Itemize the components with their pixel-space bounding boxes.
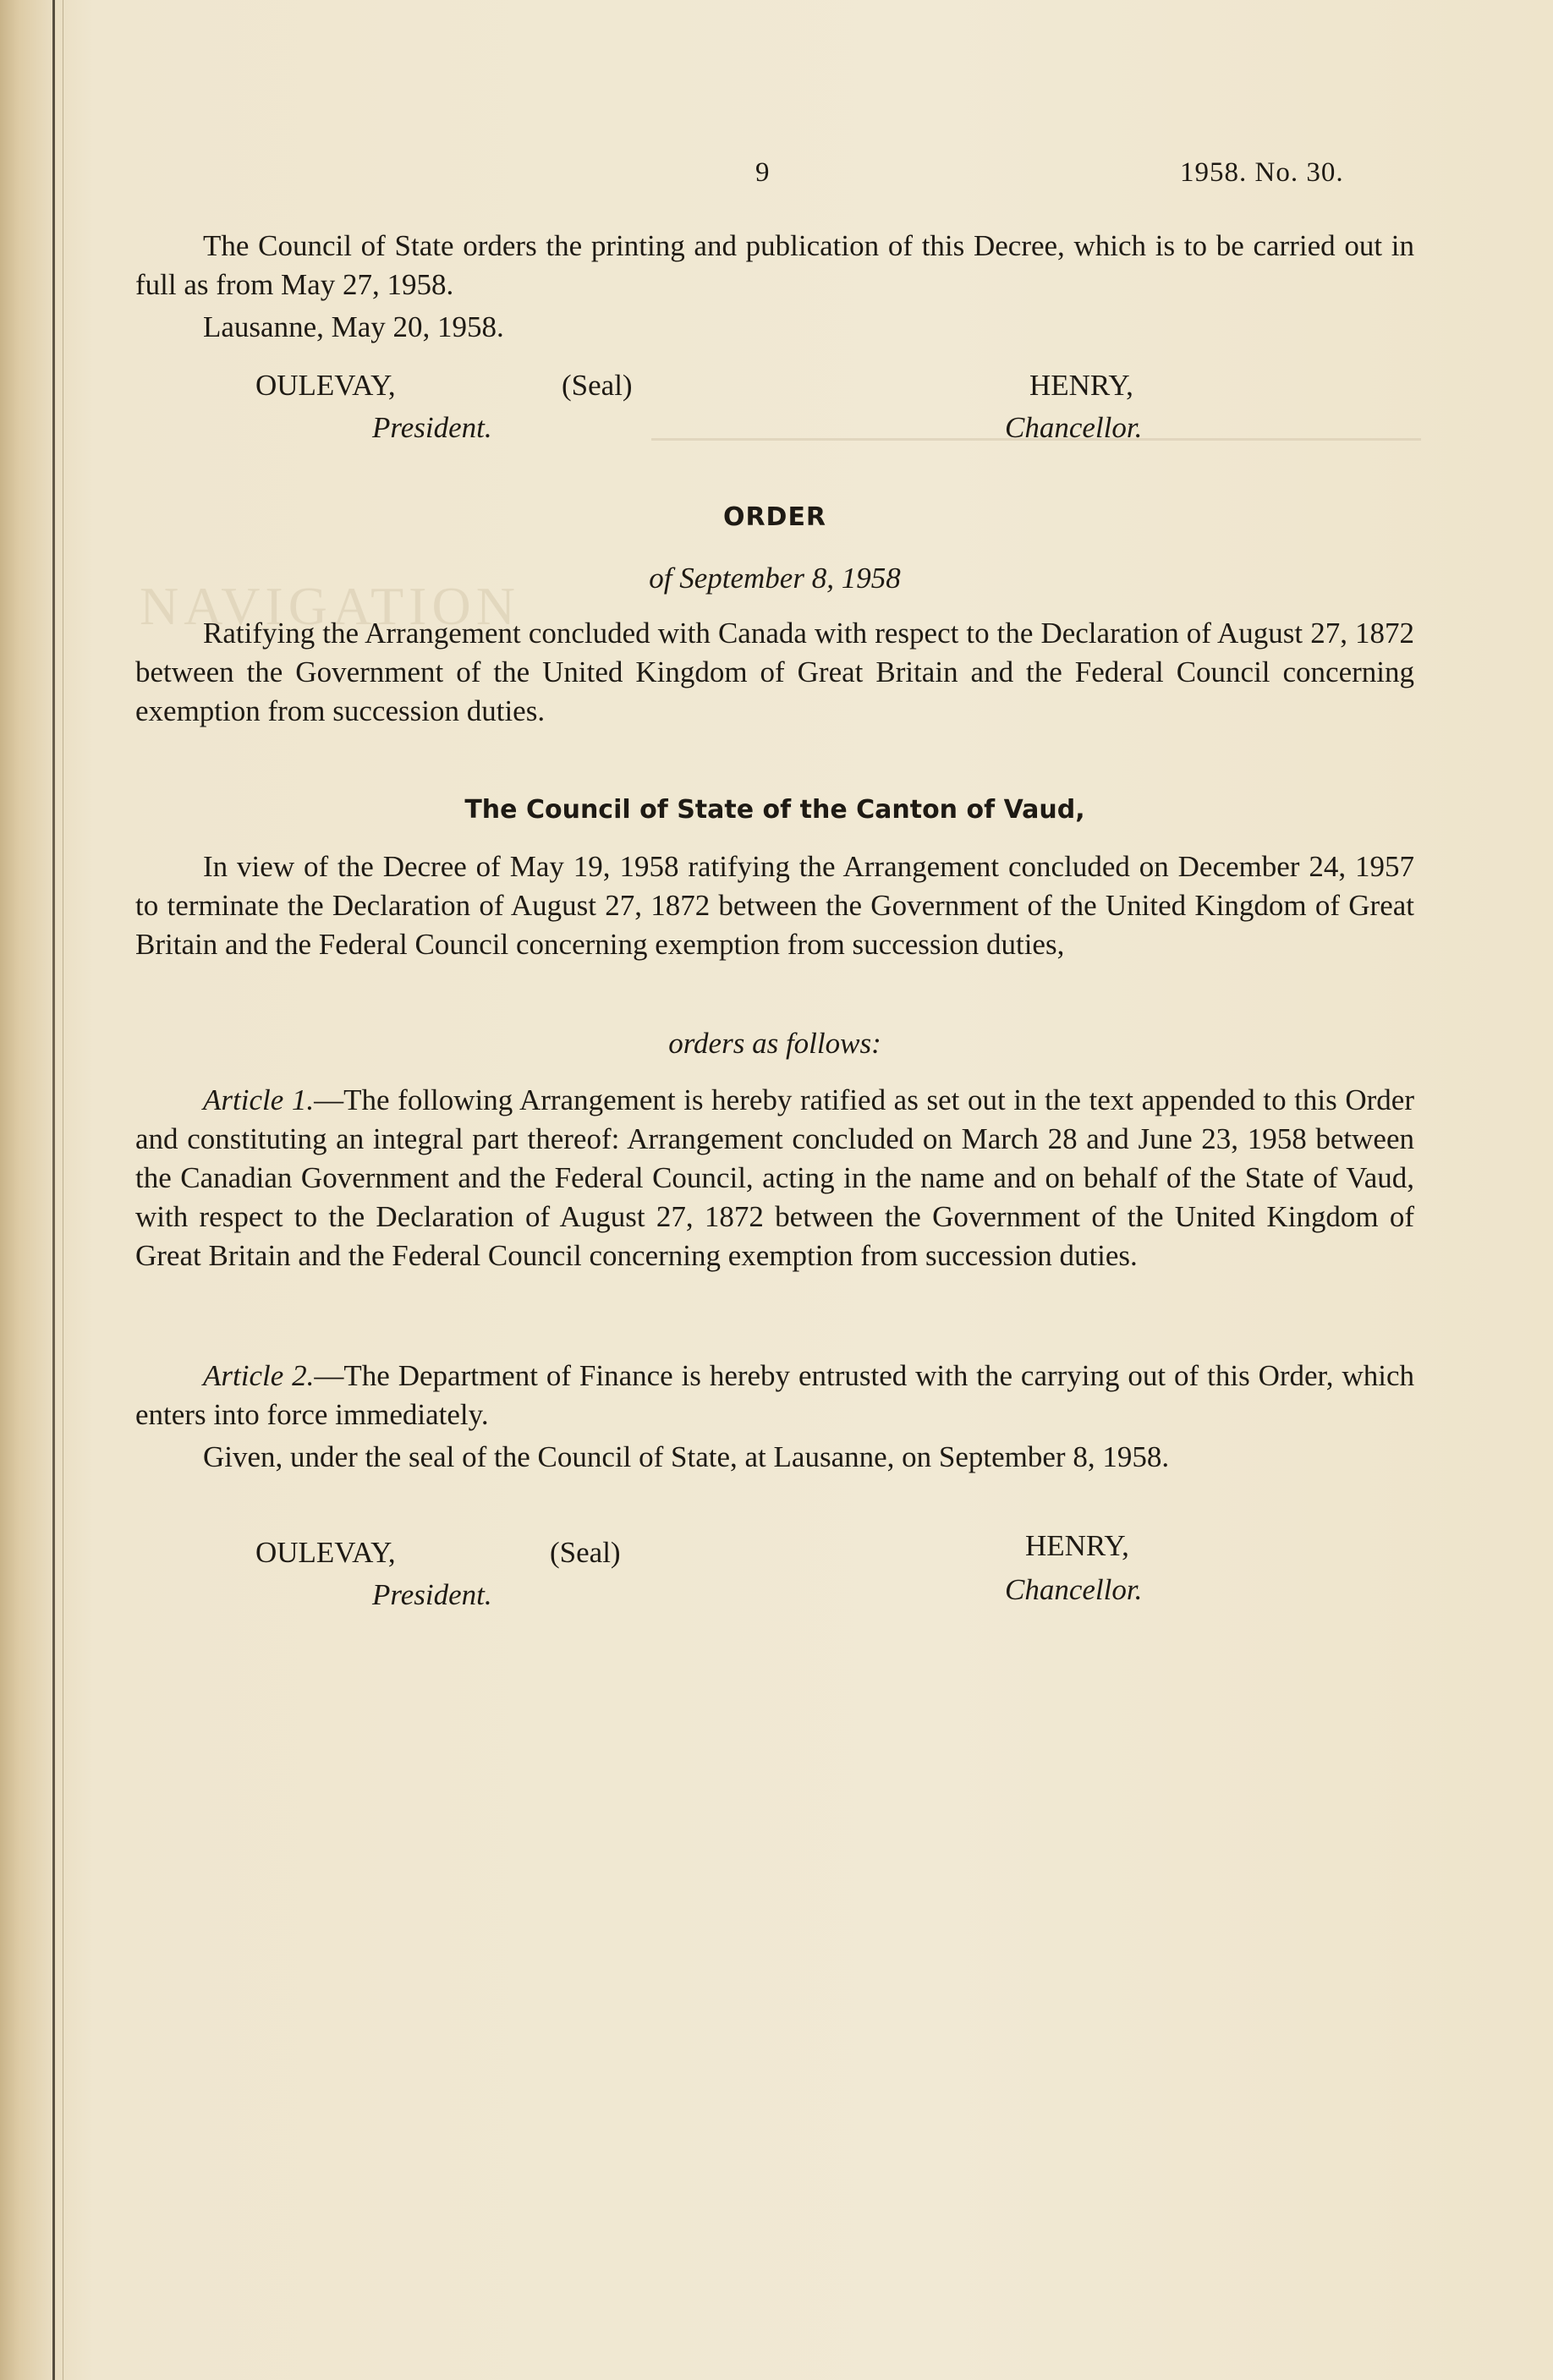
- order-signature-right-title: Chancellor.: [1005, 1573, 1143, 1606]
- running-head: 1958. No. 30.: [1180, 157, 1344, 188]
- order-signature-seal: (Seal): [550, 1536, 621, 1569]
- order-preamble: In view of the Decree of May 19, 1958 ratifying the Arrangement concluded on December 24, 1957 to terminate the Declaration of August 27, 1872 between the Government of the United Kingdom of Great Britain and the Federal Council concerning exemption from succession duties,: [135, 850, 1414, 961]
- signature-left-title: President.: [372, 411, 492, 444]
- show-through-text: NAVIGATION: [140, 576, 520, 636]
- article-2-text: —The Department of Finance is hereby entrusted with the carrying out of this Order, which enters into force immediately.: [135, 1359, 1414, 1431]
- decree-place-date: Lausanne, May 20, 1958.: [203, 310, 504, 343]
- signature-left-name: OULEVAY,: [255, 369, 396, 402]
- article-1-label: Article 1.: [203, 1083, 315, 1116]
- order-signature-left-name: OULEVAY,: [255, 1536, 396, 1569]
- article-2: [135, 1357, 1414, 1434]
- article-1-text: —The following Arrangement is hereby ratified as set out in the text appended to this Order and constituting an integral part thereof: Arrangement concluded on March 28 and June 23, 1958 between the Canadian Government and the Federal Council, acting in the name and on behalf of the State of Vaud, with respect to the Declaration of August 27, 1872 between the Government of the United Kingdom of Great Britain and the Federal Council concerning exemption from succession duties.: [135, 1083, 1415, 1272]
- article-2-label: Article 2.: [203, 1359, 315, 1392]
- order-heading: ORDER: [722, 502, 827, 532]
- article-1: [135, 1081, 1414, 1275]
- signature-right-title: Chancellor.: [1005, 411, 1143, 444]
- signature-right-name: HENRY,: [1029, 369, 1133, 402]
- order-signature-left-title: President.: [372, 1578, 492, 1611]
- order-subject: Ratifying the Arrangement concluded with Canada with respect to the Declaration of August 27, 1872 between the Government of the United Kingdom of Great Britain and the Federal Council concerning exemption from succession duties.: [135, 617, 1414, 727]
- order-signature-right-name: HENRY,: [1025, 1529, 1129, 1562]
- order-date-line: of September 8, 1958: [649, 562, 901, 595]
- given-line: Given, under the seal of the Council of State, at Lausanne, on September 8, 1958.: [203, 1440, 1170, 1473]
- page-number: 9: [755, 157, 770, 188]
- orders-as-follows: orders as follows:: [668, 1027, 881, 1060]
- decree-paragraph: The Council of State orders the printing and publication of this Decree, which is to be carried out in full as from May 27, 1958.: [135, 229, 1414, 301]
- binding-edge: [52, 0, 55, 2380]
- council-heading: The Council of State of the Canton of Vaud,: [464, 795, 1085, 825]
- signature-seal: (Seal): [562, 369, 633, 402]
